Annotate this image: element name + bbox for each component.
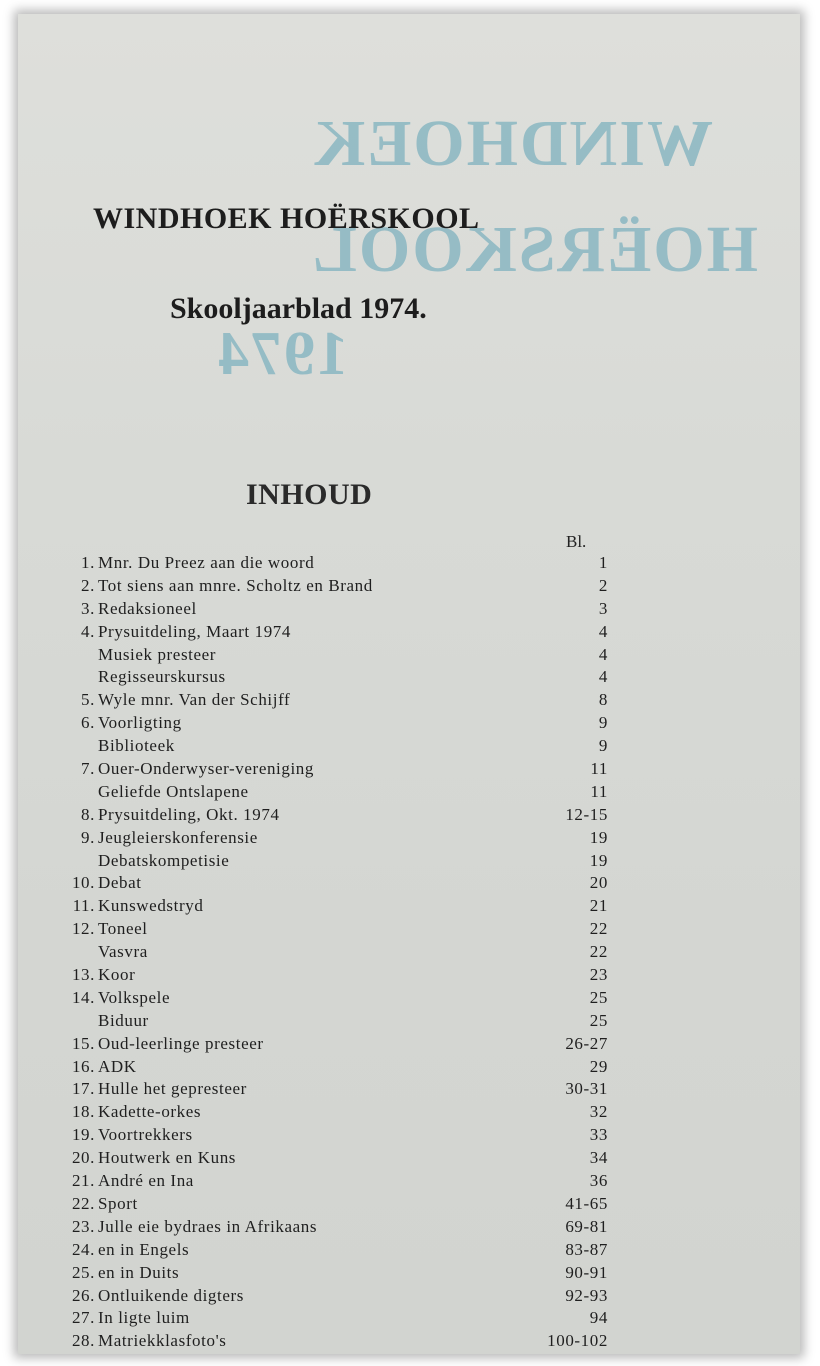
toc-entry-title: Matriekklasfoto's	[98, 1331, 227, 1351]
toc-entry-title: Biblioteek	[98, 736, 175, 756]
toc-entry-number: 8.	[81, 804, 95, 824]
toc-entry-page: 19	[589, 827, 608, 847]
toc-entry-number: 24.	[71, 1239, 95, 1259]
toc-entry	[48, 1239, 608, 1262]
toc-entry-title: en in Engels	[98, 1239, 190, 1259]
toc-entry-title: Jeugleierskonferensie	[98, 827, 258, 847]
toc-entry-number: 17.	[71, 1079, 95, 1099]
toc-entry-page: 90-91	[565, 1262, 608, 1282]
toc-entry	[48, 1056, 608, 1079]
toc-entry-page: 22	[589, 942, 608, 962]
toc-entry-title: Kadette-orkes	[98, 1102, 202, 1122]
toc-entry-number: 14.	[71, 987, 95, 1007]
toc-entry-title: Tot siens aan mnre. Scholtz en Brand	[98, 575, 373, 595]
toc-entry-page: 30-31	[565, 1079, 608, 1099]
toc-entry-number: 13.	[71, 965, 95, 985]
toc-entry	[48, 1124, 608, 1147]
toc-entry-page: 32	[589, 1102, 608, 1122]
toc-entry-number: 11.	[72, 896, 95, 916]
toc-entry-page: 9	[598, 736, 608, 756]
toc-entry-page: 69-81	[565, 1216, 608, 1236]
toc-entry-page: 83-87	[565, 1239, 608, 1259]
toc-entry-title: ADK	[98, 1056, 137, 1076]
toc-entry	[48, 850, 608, 873]
toc-entry-title: Ontluikende digters	[98, 1285, 244, 1305]
toc-entry	[48, 1193, 608, 1216]
toc-entry	[48, 781, 608, 804]
toc-entry-number: 23.	[71, 1216, 95, 1236]
toc-entry	[48, 575, 608, 598]
contents-heading: INHOUD	[246, 478, 373, 511]
toc-entry-number: 20.	[71, 1148, 95, 1168]
toc-entry	[48, 1216, 608, 1239]
toc-entry	[48, 758, 608, 781]
toc-entry-page: 23	[589, 965, 608, 985]
toc-entry-title: Prysuitdeling, Maart 1974	[98, 621, 292, 641]
toc-entry-title: Oud-leerlinge presteer	[98, 1033, 264, 1053]
toc-entry-title: Redaksioneel	[98, 598, 197, 618]
toc-entry	[48, 987, 608, 1010]
toc-entry-number: 22.	[71, 1193, 95, 1213]
toc-entry-title: Sport	[98, 1193, 138, 1213]
toc-entry-title: Geliefde Ontslapene	[98, 781, 249, 801]
toc-entry-title: Volkspele	[98, 987, 171, 1007]
toc-entry-number: 1.	[81, 553, 95, 572]
toc-entry	[48, 644, 608, 667]
toc-entry-title: Houtwerk en Kuns	[98, 1148, 237, 1168]
toc-entry-title: Musiek presteer	[98, 644, 217, 664]
toc-entry-page: 2	[598, 575, 608, 595]
toc-entry	[48, 1170, 608, 1193]
toc-entry-title: Julle eie bydraes in Afrikaans	[98, 1216, 318, 1236]
bleed-through-text: 1974	[216, 320, 348, 388]
toc-entry	[48, 872, 608, 895]
toc-entry-page: 20	[589, 873, 608, 893]
toc-entry	[48, 964, 608, 987]
toc-entry-number: 18.	[71, 1102, 95, 1122]
toc-entry-page: 4	[598, 644, 608, 664]
table-of-contents	[48, 552, 608, 1353]
toc-entry-title: André en Ina	[98, 1171, 194, 1191]
toc-entry-number: 10.	[71, 873, 95, 893]
toc-entry-page: 29	[589, 1056, 608, 1076]
toc-entry-number: 25.	[71, 1262, 95, 1282]
toc-entry-page: 4	[598, 667, 608, 687]
toc-entry-number: 3.	[81, 598, 95, 618]
toc-entry	[48, 918, 608, 941]
toc-entry	[48, 735, 608, 758]
bleed-through-text: HOËRSKOOL	[310, 213, 758, 286]
toc-entry-page: 9	[598, 713, 608, 733]
toc-entry-number: 2.	[81, 575, 95, 595]
toc-entry-title: Koor	[98, 965, 136, 985]
toc-entry-title: Voorligting	[98, 713, 182, 733]
toc-entry	[48, 689, 608, 712]
toc-entry-number: 28.	[71, 1331, 95, 1351]
page-column-label: Bl.	[566, 532, 587, 551]
toc-entry	[48, 1147, 608, 1170]
toc-entry-page: 100-102	[547, 1331, 608, 1351]
toc-entry	[48, 1033, 608, 1056]
toc-entry	[48, 804, 608, 827]
toc-entry-title: Mnr. Du Preez aan die woord	[98, 553, 315, 572]
toc-entry-title: In ligte luim	[98, 1308, 190, 1328]
toc-entry-title: Prysuitdeling, Okt. 1974	[98, 804, 280, 824]
toc-entry-number: 15.	[71, 1033, 95, 1053]
toc-entry-page: 34	[589, 1148, 608, 1168]
toc-entry	[48, 1010, 608, 1033]
yearbook-subtitle: Skooljaarblad 1974.	[170, 292, 427, 325]
toc-entry-page: 3	[598, 598, 608, 618]
toc-entry-number: 7.	[81, 759, 95, 779]
toc-entry-number: 21.	[71, 1171, 95, 1191]
toc-entry	[48, 1101, 608, 1124]
toc-entry	[48, 895, 608, 918]
toc-entry-page: 22	[589, 919, 608, 939]
toc-entry	[48, 1285, 608, 1308]
toc-entry-title: Regisseurskursus	[98, 667, 226, 687]
toc-entry-title: Biduur	[98, 1010, 149, 1030]
toc-entry	[48, 1330, 608, 1353]
toc-entry-page: 11	[590, 781, 608, 801]
toc-entry-title: Kunswedstryd	[98, 896, 204, 916]
toc-entry-page: 8	[598, 690, 608, 710]
toc-entry	[48, 1307, 608, 1330]
toc-entry-page: 33	[589, 1125, 608, 1145]
toc-entry-title: Toneel	[98, 919, 148, 939]
toc-entry-number: 5.	[81, 690, 95, 710]
toc-entry-page: 11	[590, 759, 608, 779]
toc-entry-title: Wyle mnr. Van der Schijff	[98, 690, 291, 710]
bleed-through-text: WINDHOEK	[311, 107, 713, 180]
toc-entry-title: Debatskompetisie	[98, 850, 230, 870]
toc-entry-page: 92-93	[565, 1285, 608, 1305]
toc-entry	[48, 552, 608, 575]
toc-entry-page: 12-15	[565, 804, 608, 824]
toc-entry-number: 6.	[81, 713, 95, 733]
toc-entry-title: Ouer-Onderwyser-vereniging	[98, 759, 315, 779]
toc-entry-title: Vasvra	[98, 942, 148, 962]
toc-entry-title: Debat	[98, 873, 142, 893]
toc-entry	[48, 621, 608, 644]
toc-entry	[48, 1078, 608, 1101]
toc-entry-title: en in Duits	[98, 1262, 180, 1282]
toc-entry	[48, 941, 608, 964]
toc-entry	[48, 666, 608, 689]
toc-entry-page: 19	[589, 850, 608, 870]
toc-entry-page: 25	[589, 987, 608, 1007]
toc-entry-number: 19.	[71, 1125, 95, 1145]
toc-entry-page: 21	[589, 896, 608, 916]
toc-entry-page: 25	[589, 1010, 608, 1030]
toc-entry-title: Voortrekkers	[98, 1125, 193, 1145]
toc-entry-page: 94	[589, 1308, 608, 1328]
toc-entry-number: 12.	[71, 919, 95, 939]
toc-entry-title: Hulle het gepresteer	[98, 1079, 247, 1099]
toc-entry-page: 4	[598, 621, 608, 641]
toc-entry-number: 4.	[81, 621, 95, 641]
toc-entry-page: 26-27	[565, 1033, 608, 1053]
school-name: WINDHOEK HOËRSKOOL	[93, 202, 480, 235]
toc-entry-page: 41-65	[565, 1193, 608, 1213]
toc-entry-page: 36	[589, 1171, 608, 1191]
toc-entry	[48, 1262, 608, 1285]
toc-entry	[48, 827, 608, 850]
toc-entry-number: 26.	[71, 1285, 95, 1305]
toc-entry-number: 16.	[71, 1056, 95, 1076]
toc-entry-number: 27.	[71, 1308, 95, 1328]
toc-entry	[48, 712, 608, 735]
toc-entry-number: 9.	[81, 827, 95, 847]
yearbook-page	[18, 14, 800, 1354]
toc-entry-page: 1	[598, 553, 608, 572]
toc-entry	[48, 598, 608, 621]
